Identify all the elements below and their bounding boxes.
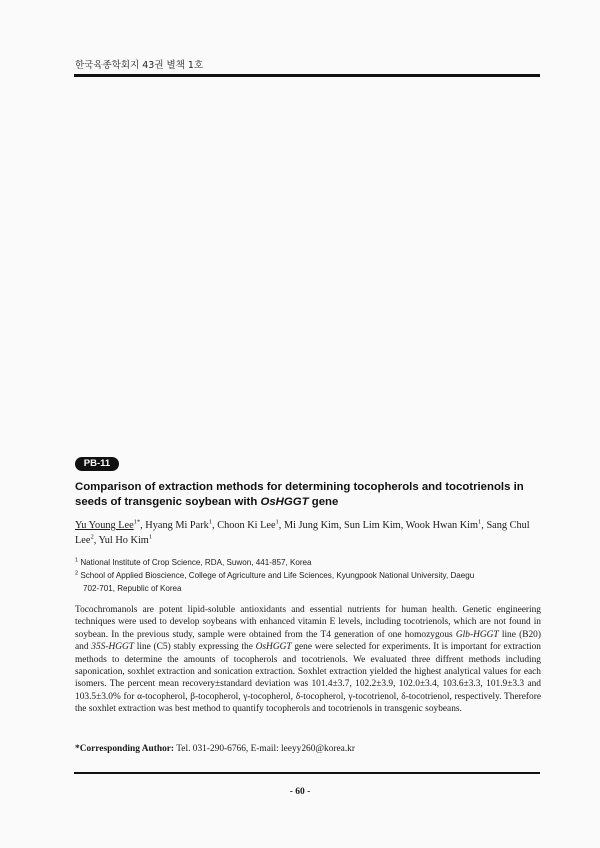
author-name: Wook Hwan Kim — [405, 520, 479, 531]
title-gene: OsHGGT — [260, 496, 309, 508]
author-sup: 2 — [90, 533, 94, 541]
page-number: - 60 - — [289, 787, 311, 797]
abstract-text: line (B20) and — [75, 629, 541, 653]
paper-title — [75, 480, 545, 510]
affiliation-2 — [75, 569, 545, 582]
corresponding-label: *Corresponding Author: — [75, 744, 175, 754]
author-name: Mi Jung Kim — [283, 520, 339, 531]
abstract-id-badge: PB-11 — [75, 457, 119, 471]
abstract — [75, 604, 541, 716]
title-suffix: gene — [308, 496, 339, 508]
author-name: Hyang Mi Park — [145, 520, 209, 531]
author-sup: 1 — [148, 533, 153, 541]
affiliation-sup: 1 — [75, 557, 79, 564]
abstract-paragraph — [75, 604, 541, 716]
author-name: Choon Ki Lee — [217, 520, 276, 531]
affiliation-sup: 2 — [75, 570, 79, 577]
affiliation-1 — [75, 556, 545, 569]
author-sup: 1 — [208, 518, 213, 526]
abstract-italic-gene: OsHGGT — [255, 642, 292, 653]
affiliation-2-cont: 702-701, Republic of Korea — [83, 584, 182, 593]
bottom-rule — [74, 772, 540, 774]
author-sup: 1* — [133, 518, 141, 526]
author-name: Yu Young Lee — [75, 520, 134, 531]
author-sup: 1 — [478, 518, 482, 526]
corresponding-author — [75, 744, 541, 754]
affiliations — [75, 556, 545, 595]
author-name: Yul Ho Kim — [98, 535, 149, 546]
author-name: Sang Chul Lee — [75, 520, 530, 546]
title-text: Comparison of extraction methods for determining tocopherols and tocotrienols in seeds of transgenic soybean with — [75, 481, 524, 508]
author-list: Yu Young Lee$^{1*}$, Hyang Mi Park$^1$, Choon Ki Lee$^1$, Mi Jung Kim, Sun Lim Kim, Wook Hwan Kim$^1$, Sang Chul Lee$^2$, Yul Ho Kim$^1$ — [75, 518, 530, 546]
abstract-italic-35s: 35S-HGGT — [91, 642, 134, 653]
abstract-text: line (C5) stably expressing the — [134, 642, 256, 653]
corresponding-contact: Tel. 031-290-6766, E-mail: leeyy260@korea.kr — [174, 744, 355, 754]
abstract-text: Tocochromanols are potent lipid-soluble antioxidants and essential nutrients for human health. Genetic engineering techniques were used to develop soybeans with enhanced vitamin E levels, including tocotrienols, which are not found in soybean. In the previous study, sample were obtained from the T4 generation of one homozygous — [75, 605, 541, 640]
top-rule — [74, 74, 540, 77]
author-sup: 1 — [275, 518, 279, 526]
journal-header: 한국육종학회지 43권 별책 1호 — [75, 60, 204, 71]
author-name: Sun Lim Kim — [344, 520, 401, 531]
abstract-italic-glb: Glb-HGGT — [455, 629, 499, 640]
affiliation-text: School of Applied Bioscience, College of Agriculture and Life Sciences, Kyungpook National University, Daegu — [80, 571, 475, 580]
abstract-text: gene were selected for experiments. It is important for extraction methods to determine the amounts of tocopherols and tocotrienols. We evaluated three diffrent methods including saponication, soxhlet extraction and sonication extraction. Soxhlet extraction yielded the highest analytical values for each isomers. The percent mean recovery±standard deviation was 101.4±3.7, 102.2±3.9, 102.0±3.4, 103.6±3.3, 101.9±3.3 and 103.5±3.0% for α-tocopherol, β-tocopherol, γ-tocopherol, δ-tocopherol, γ-tocotrienol, δ-tocotrienol, respectively. Therefore the soxhlet extraction was best method to quantify tocopherols and tocotrienols in transgenic soybeans. — [75, 642, 541, 715]
affiliation-text: National Institute of Crop Science, RDA, Suwon, 441-857, Korea — [80, 558, 312, 567]
